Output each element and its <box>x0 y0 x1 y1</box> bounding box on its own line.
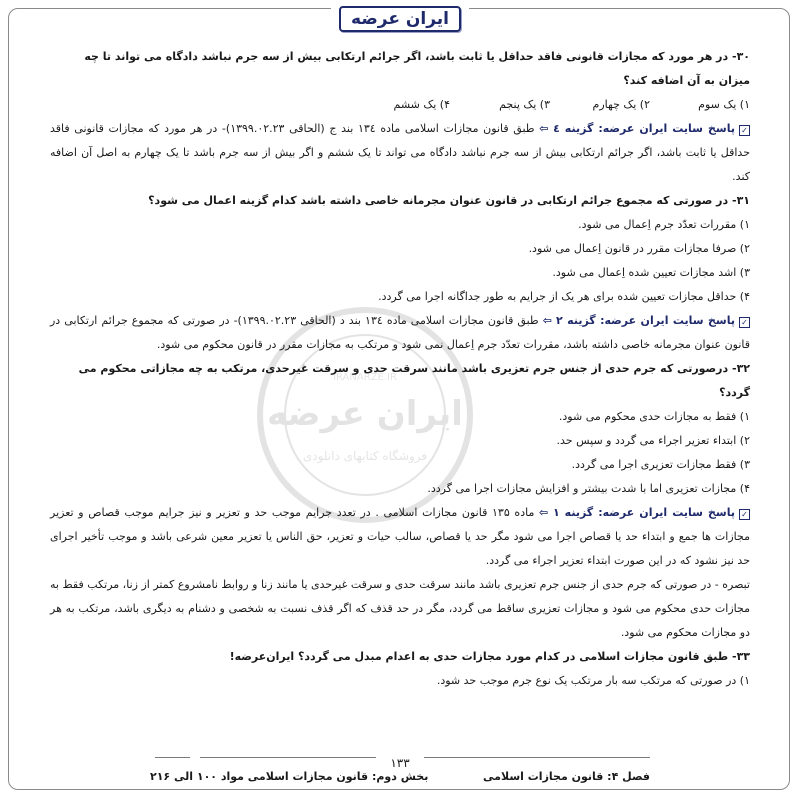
arrow-left-icon: ⇦ <box>539 506 549 519</box>
arrow-left-icon: ⇦ <box>539 122 549 135</box>
arrow-left-icon: ⇦ <box>542 314 552 327</box>
option: ۳) فقط مجازات تعزیری اجرا می گردد. <box>571 458 750 471</box>
question-30-options <box>50 93 750 117</box>
footer-section: بخش دوم: قانون مجازات اسلامی مواد ۱۰۰ الی ۲۱۶ <box>150 770 429 783</box>
footer-rule <box>200 757 650 758</box>
answer-text: طبق قانون مجازات اسلامی ماده ۱۳٤ بند ج (الحاقی ۱۳۹۹.۰۲.۲۳)- در هر مورد که مجازات قانونی فاقد حداقل یا ثابت باشد، اگر جرائم ارتکابی بیش از سه جرم نباشد دادگاه می تواند تا یک ششم و اگر بیش از سه جرم باشد تا یک چهارم به اصل آن اضافه کند. <box>50 122 750 183</box>
answer-label: پاسخ سایت ایران عرضه: گزینه ۲ <box>556 314 735 327</box>
question-33: ۳۳- طبق قانون مجازات اسلامی در کدام مورد مجازات حدی به اعدام مبدل می گردد؟ ایران‌عرضه! <box>229 650 750 663</box>
brand-logo <box>331 0 469 38</box>
option: ۱) فقط به مجازات حدی محکوم می شود. <box>558 410 750 423</box>
option: ۴) یک ششم <box>393 98 450 111</box>
footer-chapter: فصل ۴: قانون مجازات اسلامی <box>483 770 650 783</box>
option: ۲) صرفا مجازات مقرر در قانون اِعمال می شود. <box>528 242 750 255</box>
option: ۳) یک پنجم <box>499 98 550 111</box>
option: ۲) ابتداء تعزیر اجراء می گردد و سپس حد. <box>556 434 750 447</box>
answer-30 <box>50 117 750 189</box>
question-30: ۳۰- در هر مورد که مجازات قانونی فاقد حداقل یا ثابت باشد، اگر جرائم ارتکابی بیش از سه جرم نباشد دادگاه می تواند تا چه میزان به آن اضافه کند؟ <box>84 50 750 87</box>
answer-text: طبق قانون مجازات اسلامی ماده ۱۳٤ بند د (الحاقی ۱۳۹۹.۰۲.۲۳)- در صورتی که مجموع جرائم ارتکابی در قانون عنوان مجرمانه خاصی داشته باشد، مقررات تعدّد جرم اِعمال نمی شود و مرتکب به مجازات مقرر در قانون محکوم می شود. <box>50 314 750 351</box>
answer-31 <box>50 309 750 357</box>
watermark-caption: فروشگاه کتابهای دانلودی <box>302 449 428 463</box>
option: ۴) مجازات تعزیری اما با شدت بیشتر و افزایش مجازات اجرا می گردد. <box>427 482 750 495</box>
question-32: ۳۲- درصورتی که جرم حدی از جنس جرم تعزیری باشد مانند سرقت حدی و سرقت غیرحدی، مرتکب به چه مجازاتی محکوم می گردد؟ <box>78 362 750 399</box>
logo-text: ایران عرضه <box>339 6 461 32</box>
page-footer <box>150 770 650 783</box>
question-31: ۳۱- در صورتی که مجموع جرائم ارتکابی در قانون عنوان مجرمانه خاصی داشته باشد کدام گزینه اعمال می شود؟ <box>148 194 750 207</box>
watermark-logo-text: ایران عرضه <box>267 394 463 434</box>
checkbox-icon: ✓ <box>739 125 750 136</box>
option: ۲) یک چهارم <box>592 98 650 111</box>
page-content <box>50 45 750 693</box>
checkbox-icon: ✓ <box>739 509 750 520</box>
answer-label: پاسخ سایت ایران عرضه: گزینه ۱ <box>552 506 735 519</box>
answer-32-note: تبصره - در صورتی که جرم حدی از جنس جرم تعزیری باشد مانند سرقت حدی و سرقت غیرحدی یا مانند زنا و روابط نامشروع کمتر از زنا، مرتکب فقط به مجازات حدی محکوم می شود و مجازات تعزیری ساقط می گردد، مگر در حد قذف که اگر قذف نسبت به شخصی و دشنام به دیگری باشد، مرتکب به هر دو مجازات محکوم می شود. <box>50 578 750 639</box>
answer-label: پاسخ سایت ایران عرضه: گزینه ٤ <box>553 122 736 135</box>
answer-32 <box>50 501 750 573</box>
footer-rule-left <box>155 757 190 758</box>
option: ۱) در صورتی که مرتکب سه بار مرتکب یک نوع جرم موجب حد شود. <box>436 674 750 687</box>
checkbox-icon: ✓ <box>739 317 750 328</box>
answer-text: ماده ۱۳۵ قانون مجازات اسلامی . در تعدد جرایم موجب حد و تعزیر و نیز جرایم موجب قصاص و تعزیر مجازات ها جمع و ابتداء حد یا قصاص اجرا می شود مگر حد یا قصاص، سالب حیات و تعزیر، حق الناس یا تعزیر معین شرعی باشد و موجب تأخیر اجرای حد نیز نشود که در این صورت ابتداء تعزیر اجراء می گردد. <box>50 506 750 567</box>
page-number: ۱۳۳ <box>376 756 424 770</box>
watermark-url: IRANARZE.IR <box>333 372 397 383</box>
option: ۱) یک سوم <box>698 98 750 111</box>
option: ۴) حداقل مجازات تعیین شده برای هر یک از جرایم به طور جداگانه اجرا می گردد. <box>378 290 750 303</box>
option: ۱) مقررات تعدّد جرم اِعمال می شود. <box>578 218 750 231</box>
option: ۳) اشد مجازات تعیین شده اِعمال می شود. <box>552 266 750 279</box>
